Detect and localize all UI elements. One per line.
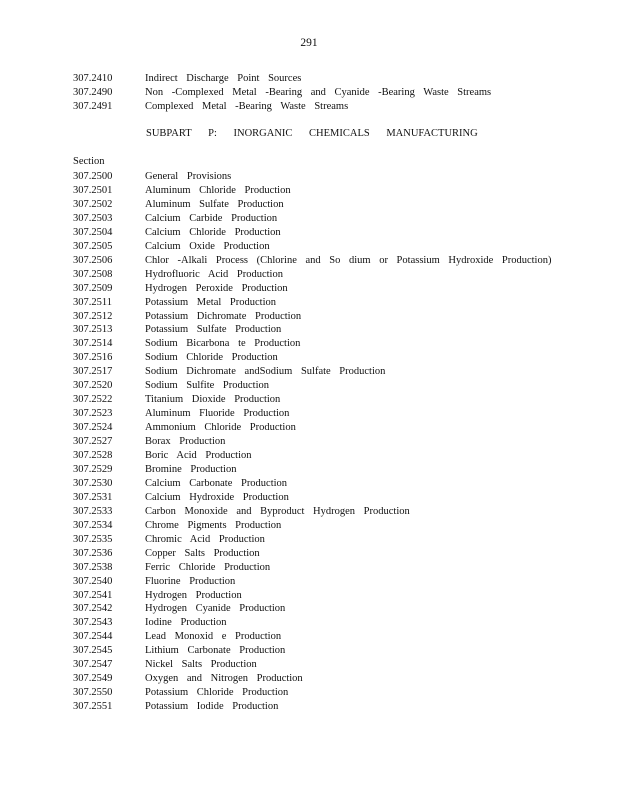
list-item xyxy=(0,100,618,114)
section-number: 307.2504 xyxy=(73,226,113,238)
section-number: 307.2520 xyxy=(73,380,113,392)
section-title: Sodium Dichromate andSodium Sulfate Production xyxy=(145,366,386,378)
section-title: Chrome Pigments Production xyxy=(145,519,282,531)
section-title: Oxygen and Nitrogen Production xyxy=(145,673,303,685)
section-number: 307.2534 xyxy=(73,519,113,531)
section-title: Hydrogen Cyanide Production xyxy=(145,603,286,615)
section-title: Indirect Discharge Point Sources xyxy=(145,73,302,84)
section-number: 307.2513 xyxy=(73,324,113,336)
section-number: 307.2511 xyxy=(73,296,112,308)
section-title: Borax Production xyxy=(145,436,226,448)
list-item xyxy=(0,212,618,226)
list-item xyxy=(0,282,618,296)
section-number: 307.2502 xyxy=(73,198,113,210)
list-item xyxy=(0,393,618,407)
section-number: 307.2540 xyxy=(73,575,113,587)
list-item xyxy=(0,561,618,575)
list-item xyxy=(0,630,618,644)
section-number: 307.2509 xyxy=(73,282,113,294)
section-title: Calcium Oxide Production xyxy=(145,240,270,252)
list-item xyxy=(0,226,618,240)
section-number: 307.2503 xyxy=(73,212,113,224)
section-number: 307.2547 xyxy=(73,659,113,671)
section-title: Ammonium Chloride Production xyxy=(145,422,296,434)
section-title: Hydrogen Production xyxy=(145,589,242,601)
list-item xyxy=(0,700,618,714)
list-item xyxy=(0,491,618,505)
section-title: Complexed Metal -Bearing Waste Streams xyxy=(145,100,349,112)
section-number: 307.2514 xyxy=(73,338,113,350)
section-number: 307.2527 xyxy=(73,436,113,448)
section-title: Lead Monoxid e Production xyxy=(145,631,282,643)
section-title: Calcium Carbide Production xyxy=(145,212,278,224)
section-number: 307.2512 xyxy=(73,310,113,322)
section-title: Calcium Carbonate Production xyxy=(145,477,288,489)
list-item xyxy=(0,268,618,282)
list-item xyxy=(0,407,618,421)
list-item xyxy=(0,337,618,351)
section-title: Non -Complexed Metal -Bearing and Cyanide -Bearing Waste Streams xyxy=(145,86,492,98)
section-number: 307.2535 xyxy=(73,533,113,545)
list-item xyxy=(0,533,618,547)
section-number: 307.2533 xyxy=(73,505,113,517)
list-item xyxy=(0,421,618,435)
section-title: Fluorine Production xyxy=(145,575,236,587)
list-item xyxy=(0,323,618,337)
section-title: Sodium Sulfite Production xyxy=(145,380,270,392)
section-title: Potassium Metal Production xyxy=(145,296,276,308)
list-item xyxy=(0,86,618,100)
list-item xyxy=(0,616,618,630)
section-title: Iodine Production xyxy=(145,617,227,629)
section-number: 307.2506 xyxy=(73,254,113,266)
section-number: 307.2549 xyxy=(73,673,113,685)
section-title: Copper Salts Production xyxy=(145,547,260,559)
section-title: Hydrofluoric Acid Production xyxy=(145,268,283,280)
list-item xyxy=(0,449,618,463)
section-title: Potassium Iodide Production xyxy=(145,701,279,713)
list-item xyxy=(0,351,618,365)
subpart-heading: SUBPART P: INORGANIC CHEMICALS MANUFACTURING xyxy=(146,128,478,139)
section-title: General Provisions xyxy=(145,171,232,182)
section-number: 307.2490 xyxy=(73,86,113,98)
list-item xyxy=(0,72,618,86)
section-title: Calcium Hydroxide Production xyxy=(145,491,289,503)
section-title: Sodium Chloride Production xyxy=(145,352,278,364)
section-number: 307.2517 xyxy=(73,366,113,378)
section-number: 307.2536 xyxy=(73,547,113,559)
section-number: 307.2541 xyxy=(73,589,113,601)
section-number: 307.2500 xyxy=(73,171,113,182)
list-item xyxy=(0,170,618,184)
list-item xyxy=(0,686,618,700)
section-title: Potassium Dichromate Production xyxy=(145,310,302,322)
section-title: Aluminum Fluoride Production xyxy=(145,408,290,420)
section-title: Carbon Monoxide and Byproduct Hydrogen Production xyxy=(145,505,410,517)
section-number: 307.2524 xyxy=(73,422,113,434)
list-item xyxy=(0,198,618,212)
section-number: 307.2543 xyxy=(73,617,113,629)
section-title: Bromine Production xyxy=(145,463,237,475)
section-title: Aluminum Sulfate Production xyxy=(145,198,284,210)
list-item xyxy=(0,658,618,672)
section-number: 307.2523 xyxy=(73,408,113,420)
section-title: Potassium Chloride Production xyxy=(145,687,289,699)
section-title: Chromic Acid Production xyxy=(145,533,265,545)
section-number: 307.2491 xyxy=(73,100,113,112)
section-number: 307.2410 xyxy=(73,73,113,84)
list-item xyxy=(0,672,618,686)
list-item xyxy=(0,240,618,254)
section-number: 307.2529 xyxy=(73,463,113,475)
page-number: 291 xyxy=(300,37,318,49)
section-number: 307.2530 xyxy=(73,477,113,489)
list-item xyxy=(0,184,618,198)
section-title: Calcium Chloride Production xyxy=(145,226,281,238)
section-number: 307.2550 xyxy=(73,687,113,699)
list-item xyxy=(0,575,618,589)
list-item xyxy=(0,463,618,477)
section-number: 307.2522 xyxy=(73,394,113,406)
section-number: 307.2528 xyxy=(73,450,113,461)
list-item xyxy=(0,644,618,658)
list-item xyxy=(0,547,618,561)
section-title: Sodium Bicarbona te Production xyxy=(145,338,301,350)
section-title: Potassium Sulfate Production xyxy=(145,324,282,336)
list-item xyxy=(0,519,618,533)
list-item xyxy=(0,296,618,310)
section-number: 307.2501 xyxy=(73,184,113,196)
section-number: 307.2538 xyxy=(73,561,113,573)
section-number: 307.2544 xyxy=(73,631,113,643)
section-number: 307.2505 xyxy=(73,240,113,252)
section-title: Lithium Carbonate Production xyxy=(145,645,286,657)
section-title: Boric Acid Production xyxy=(145,450,252,461)
list-item xyxy=(0,477,618,491)
section-title: Hydrogen Peroxide Production xyxy=(145,282,288,294)
section-number: 307.2542 xyxy=(73,603,113,615)
section-number: 307.2508 xyxy=(73,268,113,280)
list-item xyxy=(0,310,618,324)
section-title: Titanium Dioxide Production xyxy=(145,394,281,406)
list-item xyxy=(0,254,618,268)
list-item xyxy=(0,435,618,449)
list-item xyxy=(0,602,618,616)
section-title: Ferric Chloride Production xyxy=(145,561,271,573)
section-number: 307.2516 xyxy=(73,352,113,364)
section-number: 307.2545 xyxy=(73,645,113,657)
section-title: Chlor -Alkali Process (Chlorine and So dium or Potassium Hydroxide Production) xyxy=(145,254,552,266)
section-number: 307.2551 xyxy=(73,701,113,713)
list-item xyxy=(0,505,618,519)
section-label: Section xyxy=(73,156,105,167)
section-number: 307.2531 xyxy=(73,491,113,503)
list-item xyxy=(0,379,618,393)
section-title: Aluminum Chloride Production xyxy=(145,184,291,196)
section-title: Nickel Salts Production xyxy=(145,659,257,671)
list-item xyxy=(0,365,618,379)
list-item xyxy=(0,589,618,603)
